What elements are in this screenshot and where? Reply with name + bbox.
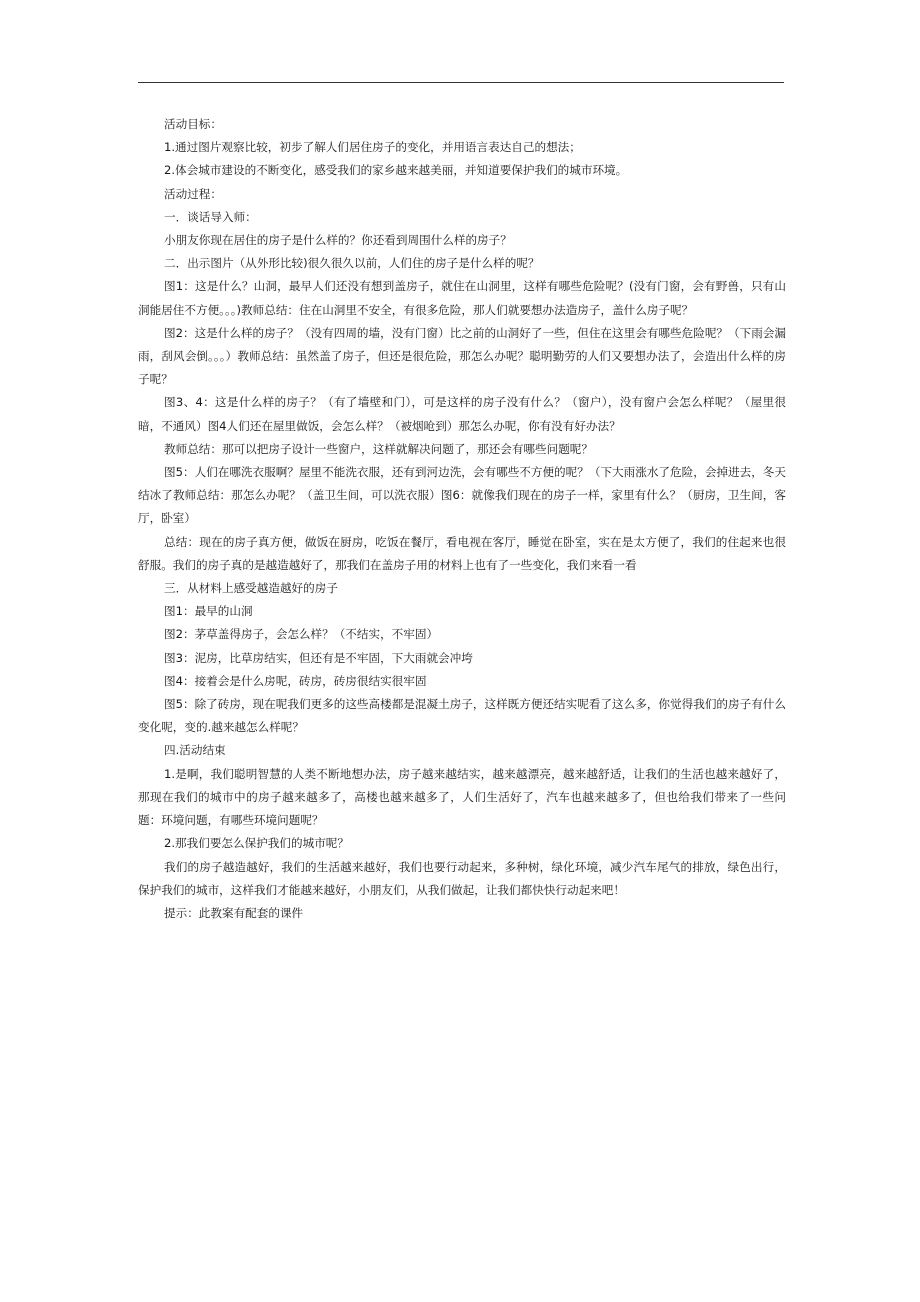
paragraph: 2.那我们要怎么保护我们的城市呢？ (164, 836, 349, 851)
step-heading-3: 三．从材料上感受越造越好的房子 (164, 581, 338, 596)
paragraph: 图5：人们在哪洗衣服啊？屋里不能洗衣服，还有到河边洗，会有哪些不方便的呢？（下大雨涨水了危险，会掉进去，冬天结冰了教师总结：那怎么办呢？（盖卫生间，可以洗衣服）图6：就像我们现在的房子一样，家里有什么？（厨房，卫生间，客厅，卧室） (138, 465, 786, 526)
document-body (138, 113, 786, 925)
footnote-tip: 提示：此教案有配套的课件 (164, 905, 304, 920)
step-heading-2: 二．出示图片（从外形比较)很久很久以前，人们住的房子是什么样的呢？ (164, 256, 540, 271)
section-heading-goals: 活动目标： (164, 117, 222, 131)
header-rule (138, 82, 784, 83)
paragraph: 图2：茅草盖得房子，会怎么样？（不结实，不牢固） (164, 627, 439, 642)
paragraph: 我们的房子越造越好，我们的生活越来越好，我们也要行动起来，多种树，绿化环境，减少汽车尾气的排放，绿色出行，保护我们的城市，这样我们才能越来越好，小朋友们，从我们做起，让我们都快快行动起来吧！ (138, 859, 786, 897)
step-heading-4: 四.活动结束 (164, 743, 226, 758)
paragraph: 图4：接着会是什么房呢，砖房，砖房很结实很牢固 (164, 673, 427, 688)
paragraph: 图3、4：这是什么样的房子？（有了墙壁和门），可是这样的房子没有什么？（窗户），没有窗户会怎么样呢？（屋里很暗，不通风）图4人们还在屋里做饭，会怎么样？（被烟呛到）那怎么办呢，你有没有好办法？ (138, 395, 786, 433)
paragraph: 图2：这是什么样的房子？（没有四周的墙，没有门窗）比之前的山洞好了一些，但住在这里会有哪些危险呢？（下雨会漏雨，刮风会倒。。。）教师总结：虽然盖了房子，但还是很危险，那怎么办呢？聪明勤劳的人们又要想办法了，会造出什么样的房子呢？ (138, 325, 786, 387)
paragraph: 总结：现在的房子真方便，做饭在厨房，吃饭在餐厅，看电视在客厅，睡觉在卧室，实在是太方便了，我们的住起来也很舒服。我们的房子真的是越造越好了，那我们在盖房子用的材料上也有了一些变化，我们来看一看 (138, 534, 786, 572)
paragraph: 1.是啊，我们聪明智慧的人类不断地想办法，房子越来越结实，越来越漂亮，越来越舒适，让我们的生活也越来越好了，那现在我们的城市中的房子越来越多了，高楼也越来越多了，人们生活好了，汽车也越来越多了，但也给我们带来了一些问题：环境问题，有哪些环境问题呢？ (138, 766, 786, 828)
paragraph: 图3：泥房，比草房结实，但还有是不牢固，下大雨就会冲垮 (164, 650, 473, 665)
step-heading-1: 一．谈话导入师： (164, 209, 257, 224)
goal-item-2: 2.体会城市建设的不断变化，感受我们的家乡越来越美丽，并知道要保护我们的城市环境。 (164, 163, 628, 178)
paragraph: 小朋友你现在居住的房子是什么样的？你还看到周围什么样的房子？ (164, 233, 512, 248)
goal-item-1: 1.通过图片观察比较，初步了解人们居住房子的变化，并用语言表达自己的想法； (164, 140, 581, 155)
paragraph: 图1：这是什么？山洞，最早人们还没有想到盖房子，就住在山洞里，这样有哪些危险呢？(没有门窗，会有野兽，只有山洞能居住不方便。。。)教师总结：住在山洞里不安全，有很多危险，那人们就要想办法造房子，盖什么房子呢？ (138, 279, 786, 317)
section-heading-process: 活动过程： (164, 186, 222, 201)
paragraph: 图1：最早的山洞 (164, 604, 253, 619)
paragraph: 图5：除了砖房，现在呢我们更多的这些高楼都是混凝土房子，这样既方便还结实呢看了这么多，你觉得我们的房子有什么变化呢，变的.越来越怎么样呢？ (138, 697, 786, 735)
paragraph: 教师总结：那可以把房子设计一些窗户，这样就解决问题了，那还会有哪些问题呢？ (164, 441, 593, 456)
